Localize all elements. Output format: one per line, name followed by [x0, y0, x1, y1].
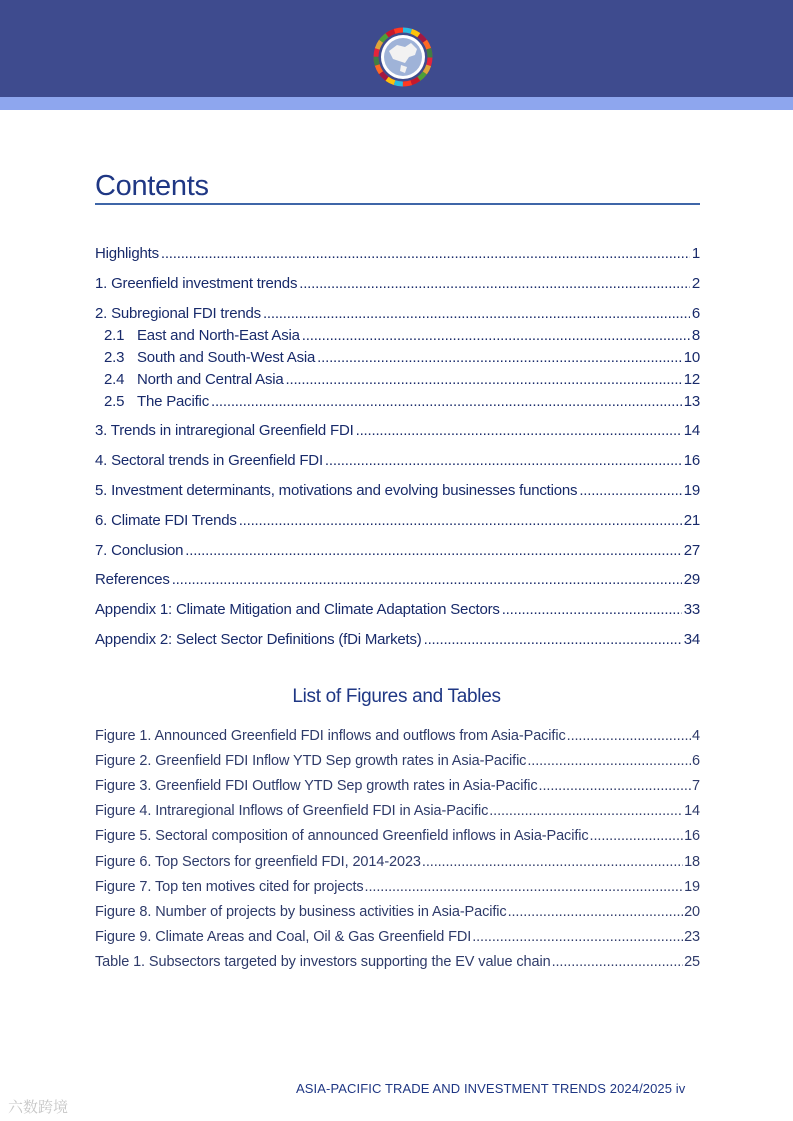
toc-entry[interactable]: [95, 275, 700, 295]
dot-leader: [508, 904, 684, 920]
toc-entry-label: 3. Trends in intraregional Greenfield FDI: [95, 422, 354, 439]
toc-entry-label: 2. Subregional FDI trends: [95, 305, 261, 322]
figure-entry-page: 14: [684, 803, 700, 819]
list-of-figures-heading: List of Figures and Tables: [292, 686, 501, 707]
dot-leader: [527, 753, 691, 769]
toc-entry[interactable]: [104, 327, 700, 347]
dot-leader: [161, 245, 690, 262]
toc-entry-page: 33: [683, 601, 700, 618]
toc-entry-page: 16: [683, 452, 700, 469]
toc-entry-label: Highlights: [95, 245, 159, 262]
toc-entry-page: 27: [683, 542, 700, 559]
figure-entry[interactable]: [95, 778, 700, 798]
toc-entry-page: 34: [683, 631, 700, 648]
figure-entry-label: Figure 7. Top ten motives cited for projects: [95, 879, 364, 895]
toc-entry-label: East and North-East Asia: [137, 327, 300, 344]
dot-leader: [365, 879, 684, 895]
toc-entry[interactable]: [95, 571, 700, 591]
toc-entry[interactable]: [95, 245, 700, 265]
toc-entry[interactable]: [104, 371, 700, 391]
toc-entry-label: The Pacific: [137, 393, 209, 410]
toc-entry-label: 5. Investment determinants, motivations and evolving businesses functions: [95, 482, 578, 499]
figure-entry-page: 6: [692, 753, 700, 769]
toc-entry-number: 2.3: [104, 349, 125, 366]
dot-leader: [239, 512, 682, 529]
figure-entry-page: 19: [684, 879, 700, 895]
toc-entry[interactable]: [95, 482, 700, 502]
dot-leader: [356, 422, 682, 439]
dot-leader: [325, 452, 682, 469]
toc-entry[interactable]: [95, 601, 700, 621]
dot-leader: [185, 542, 681, 559]
toc-entry[interactable]: [95, 452, 700, 472]
dot-leader: [502, 601, 682, 618]
toc-entry-label: 7. Conclusion: [95, 542, 184, 559]
toc-entry-page: 29: [683, 571, 700, 588]
toc-entry-page: 12: [683, 371, 700, 388]
toc-entry-label: 1. Greenfield investment trends: [95, 275, 298, 292]
dot-leader: [539, 778, 692, 794]
figure-entry-label: Figure 3. Greenfield FDI Outflow YTD Sep growth rates in Asia-Pacific: [95, 778, 538, 794]
figure-entry[interactable]: [95, 753, 700, 773]
toc-entry-label: Appendix 2: Select Sector Definitions (fDi Markets): [95, 631, 422, 648]
dot-leader: [317, 349, 682, 366]
toc-entry[interactable]: [95, 542, 700, 562]
dot-leader: [422, 854, 683, 870]
toc-entry-page: 14: [683, 422, 700, 439]
toc-entry-number: 2.4: [104, 371, 125, 388]
toc-entry[interactable]: [104, 393, 700, 413]
toc-entry-label: 4. Sectoral trends in Greenfield FDI: [95, 452, 323, 469]
toc-entry-label: South and South-West Asia: [137, 349, 316, 366]
figure-entry[interactable]: [95, 828, 700, 848]
figure-entry-page: 18: [684, 854, 700, 870]
toc-entry-page: 6: [691, 305, 700, 322]
toc-entry-number: 2.1: [104, 327, 125, 344]
toc-entry[interactable]: [95, 512, 700, 532]
page-footer: ASIA-PACIFIC TRADE AND INVESTMENT TRENDS 2024/2025 iv: [296, 1081, 686, 1096]
toc-entry-page: 8: [691, 327, 700, 344]
toc-entry[interactable]: [95, 422, 700, 442]
dot-leader: [299, 275, 690, 292]
figure-entry-label: Figure 5. Sectoral composition of announced Greenfield inflows in Asia-Pacific: [95, 828, 589, 844]
dot-leader: [302, 327, 690, 344]
figure-entry-page: 7: [692, 778, 700, 794]
toc-entry-label: North and Central Asia: [137, 371, 284, 388]
dot-leader: [567, 728, 691, 744]
figure-entry-label: Figure 1. Announced Greenfield FDI inflows and outflows from Asia-Pacific: [95, 728, 566, 744]
dot-leader: [552, 954, 684, 970]
figure-entry-label: Figure 8. Number of projects by business activities in Asia-Pacific: [95, 904, 507, 920]
dot-leader: [590, 828, 684, 844]
figure-entry[interactable]: [95, 929, 700, 949]
figure-entry-label: Figure 6. Top Sectors for greenfield FDI, 2014-2023: [95, 854, 421, 870]
figure-entry[interactable]: [95, 954, 700, 974]
dot-leader: [211, 393, 682, 410]
toc-entry-label: 6. Climate FDI Trends: [95, 512, 237, 529]
dot-leader: [424, 631, 682, 648]
toc-entry-page: 21: [683, 512, 700, 529]
figure-entry-page: 23: [684, 929, 700, 945]
figure-entry[interactable]: [95, 854, 700, 874]
dot-leader: [286, 371, 682, 388]
toc-entry-label: References: [95, 571, 170, 588]
figure-entry-label: Figure 2. Greenfield FDI Inflow YTD Sep growth rates in Asia-Pacific: [95, 753, 527, 769]
figure-entry-label: Figure 4. Intraregional Inflows of Greenfield FDI in Asia-Pacific: [95, 803, 489, 819]
toc-entry[interactable]: [104, 349, 700, 369]
dot-leader: [263, 305, 690, 322]
figure-entry-page: 16: [684, 828, 700, 844]
contents-heading: Contents: [95, 170, 209, 202]
toc-entry[interactable]: [95, 631, 700, 651]
heading-rule: [95, 203, 700, 205]
globe-logo-icon: [371, 25, 435, 89]
watermark: 六数跨境: [8, 1099, 69, 1116]
header-stripe: [0, 97, 793, 110]
toc-entry-page: 19: [683, 482, 700, 499]
toc-entry-page: 13: [683, 393, 700, 410]
toc-entry[interactable]: [95, 305, 700, 325]
figure-entry-label: Figure 9. Climate Areas and Coal, Oil & Gas Greenfield FDI: [95, 929, 472, 945]
dot-leader: [172, 571, 682, 588]
figure-entry-label: Table 1. Subsectors targeted by investors supporting the EV value chain: [95, 954, 551, 970]
toc-entry-label: Appendix 1: Climate Mitigation and Climate Adaptation Sectors: [95, 601, 500, 618]
figure-entry[interactable]: [95, 879, 700, 899]
figure-entry-page: 4: [692, 728, 700, 744]
figure-entry[interactable]: [95, 728, 700, 748]
dot-leader: [489, 803, 683, 819]
toc-entry-page: 1: [691, 245, 700, 262]
toc-entry-page: 10: [683, 349, 700, 366]
figure-entry[interactable]: [95, 904, 700, 924]
figure-entry-page: 25: [684, 954, 700, 970]
dot-leader: [579, 482, 681, 499]
figure-entry[interactable]: [95, 803, 700, 823]
dot-leader: [472, 929, 683, 945]
toc-entry-number: 2.5: [104, 393, 125, 410]
toc-entry-page: 2: [691, 275, 700, 292]
figure-entry-page: 20: [684, 904, 700, 920]
